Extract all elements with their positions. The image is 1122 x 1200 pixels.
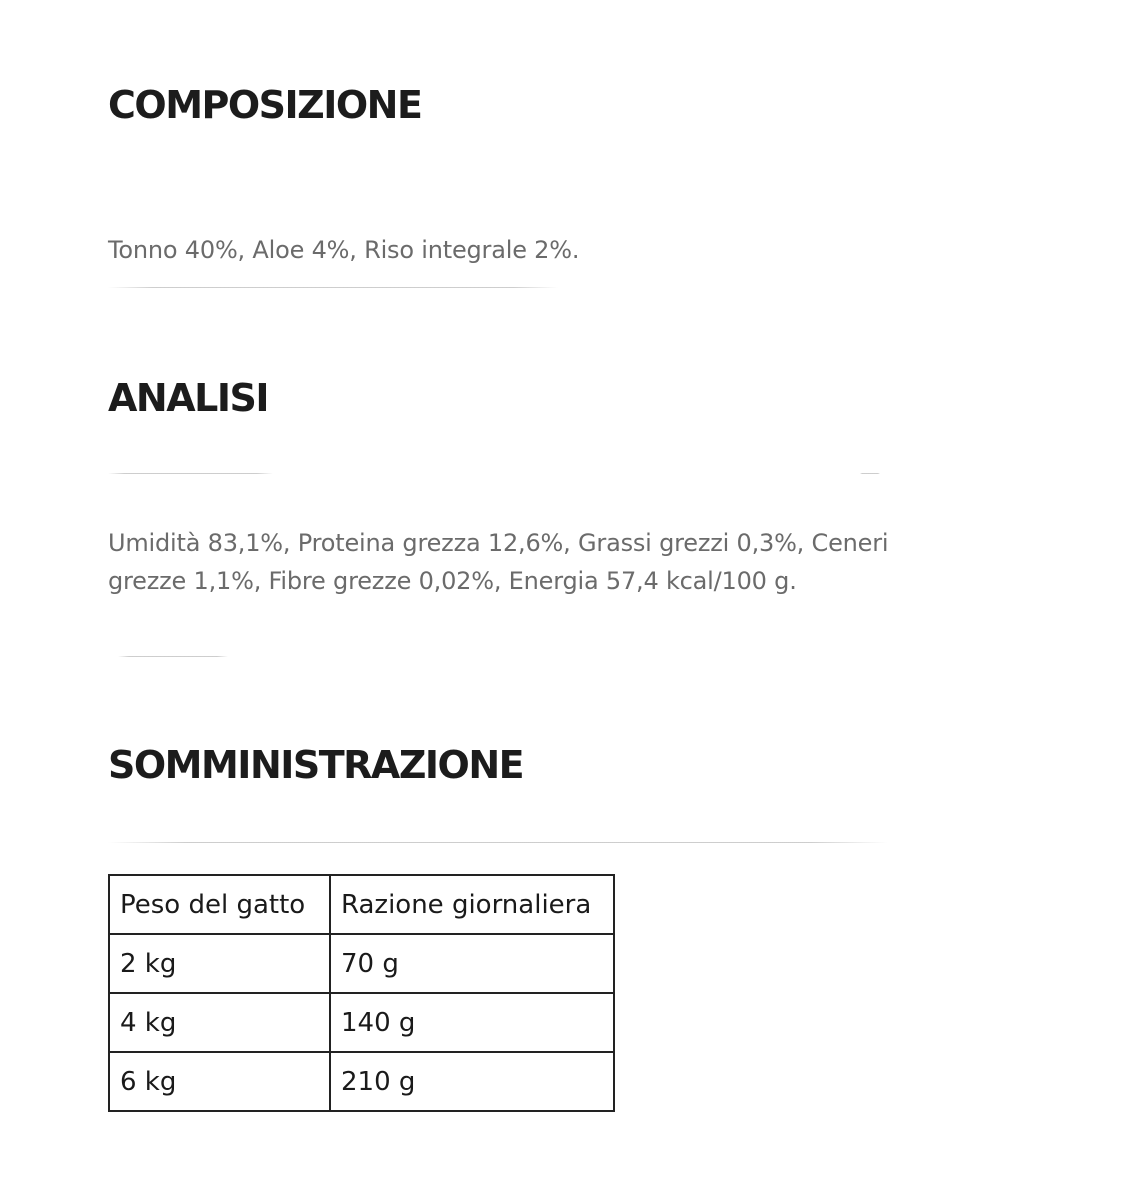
daily-ration-cell: 210 g: [330, 1052, 614, 1111]
table-row: [109, 934, 614, 993]
cat-weight-cell: 6 kg: [109, 1052, 330, 1111]
column-header-ration: Razione giornaliera: [330, 875, 614, 934]
analisi-text: Umidità 83,1%, Proteina grezza 12,6%, Grassi grezzi 0,3%, Ceneri grezze 1,1%, Fibre grezze 0,02%, Energia 57,4 kcal/100 g.: [108, 529, 889, 595]
table-row: [109, 1052, 614, 1111]
divider: [108, 473, 273, 474]
cat-weight-cell: 4 kg: [109, 993, 330, 1052]
divider: [108, 287, 558, 288]
table-header-row: [109, 875, 614, 934]
daily-ration-cell: 140 g: [330, 993, 614, 1052]
divider: [108, 842, 888, 843]
composizione-text: Tonno 40%, Aloe 4%, Riso integrale 2%.: [108, 236, 580, 264]
section-title-analisi: ANALISI: [108, 376, 268, 420]
section-title-composizione: COMPOSIZIONE: [108, 83, 422, 127]
daily-ration-cell: 70 g: [330, 934, 614, 993]
feeding-table: [108, 874, 615, 1112]
column-header-weight: Peso del gatto: [109, 875, 330, 934]
divider: [860, 473, 880, 474]
divider: [118, 656, 228, 657]
section-title-somministrazione: SOMMINISTRAZIONE: [108, 743, 524, 787]
table-row: [109, 993, 614, 1052]
cat-weight-cell: 2 kg: [109, 934, 330, 993]
